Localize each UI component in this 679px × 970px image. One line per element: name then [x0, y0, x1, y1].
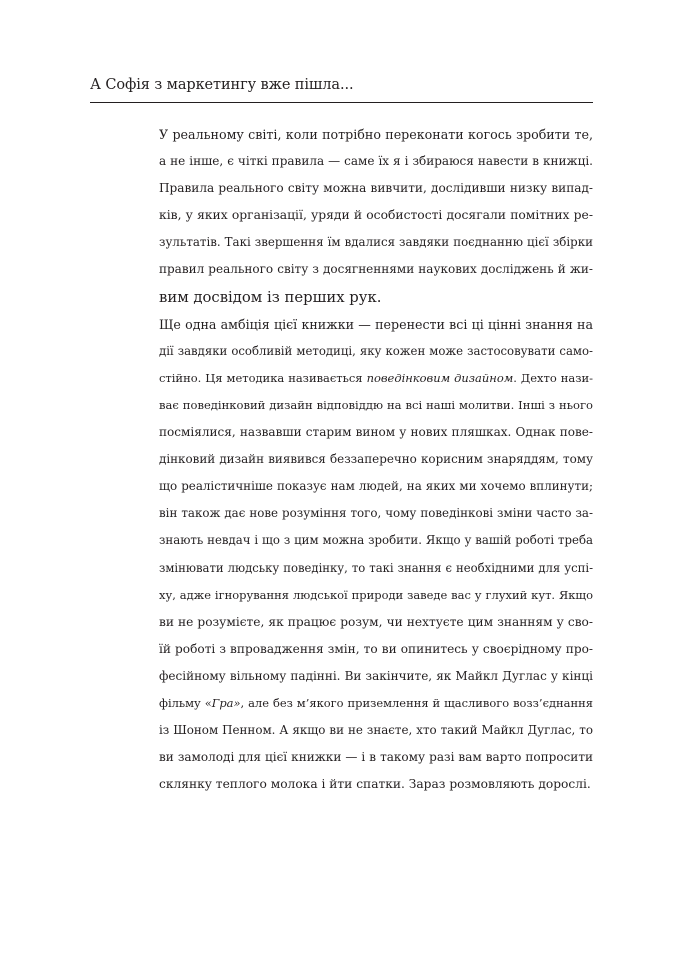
paragraph-2-line-4: ває поведінковий дизайн відповіддю на всі наші молитви. Інші з нього: [159, 397, 593, 412]
paragraph-2-line-3-end: . Дехто нази-: [513, 370, 593, 385]
paragraph-2-line-15: [159, 690, 593, 717]
paragraph-2-line-9: знають невдач і що з цим можна зробити. Якщо у вашій роботі треба: [159, 533, 593, 548]
paragraph-2-line-18: склянку теплого молока і йти спатки. Зараз розмовляють дорослі.: [159, 777, 591, 792]
header-rule: [90, 102, 593, 103]
paragraph-2-line-2: дії завдяки особливій методиці, яку кожен може застосовувати само-: [159, 343, 593, 358]
paragraph-1-line-3: Правила реального світу можна вивчити, дослідивши низку випад-: [159, 181, 593, 196]
paragraph-1-line-4: ків, у яких організації, уряди й особистості досягали помітних ре-: [159, 208, 593, 223]
paragraph-1-line-1: У реальному світі, коли потрібно переконати когось зробити те,: [159, 127, 593, 142]
paragraph-2-line-17: ви замолоді для цієї книжки — і в такому разі вам варто попросити: [159, 750, 593, 765]
paragraph-2-line-10: змінювати людську поведінку, то такі знання є необхідними для успі-: [159, 560, 593, 575]
paragraph-1-line-5: зультатів. Такі звершення їм вдалися завдяки поєднанню цієї збірки: [159, 235, 593, 250]
paragraph-2-line-3: [159, 365, 593, 392]
film-title: Гра»: [211, 695, 241, 710]
paragraph-2-line-7: що реалістичніше показує нам людей, на яких ми хочемо вплинути;: [159, 479, 593, 494]
paragraph-2-line-5: посміялися, назвавши старим вином у нових пляшках. Однак пове-: [159, 425, 593, 440]
paragraph-2-line-13: їй роботі з впровадження змін, то ви опинитесь у своєрідному про-: [159, 641, 593, 656]
paragraph-2-line-6: дінковий дизайн виявився беззаперечно корисним знаряддям, тому: [159, 452, 593, 467]
body-text: [159, 121, 593, 798]
paragraph-2-line-8: він також дає нове розуміння того, чому поведінкові зміни часто за-: [159, 506, 593, 521]
paragraph-2-line-11: ху, адже ігнорування людської природи заведе вас у глухий кут. Якщо: [159, 587, 593, 602]
paragraph-2-line-16: із Шоном Пенном. А якщо ви не знаєте, хто такий Майкл Дуглас, то: [159, 723, 593, 738]
paragraph-2-line-14: фесійному вільному падінні. Ви закінчите, як Майкл Дуглас у кінці: [159, 668, 593, 683]
paragraph-1-line-7: вим досвідом із перших рук.: [159, 288, 382, 306]
paragraph-1-line-2: а не інше, є чіткі правила — саме їх я і збираюся навести в книжці.: [159, 154, 593, 169]
film-line-start: фільму «: [159, 695, 212, 710]
paragraph-2-line-12: ви не розумієте, як працює розум, чи нехтуєте цим знанням у сво-: [159, 614, 593, 629]
paragraph-2-line-3-start: стійно. Ця методика називається: [159, 370, 367, 385]
running-head: А Софія з маркетингу вже пішла...: [90, 77, 354, 93]
paragraph-2-line-1: Ще одна амбіція цієї книжки — перенести всі ці цінні знання на: [159, 316, 593, 332]
term-behavioral-design: поведінковим дизайном: [366, 370, 514, 385]
paragraph-1-line-6: правил реального світу з досягненнями наукових досліджень й жи-: [159, 262, 593, 277]
film-line-end: , але без м’якого приземлення й щасливого возз’єднання: [240, 695, 593, 710]
